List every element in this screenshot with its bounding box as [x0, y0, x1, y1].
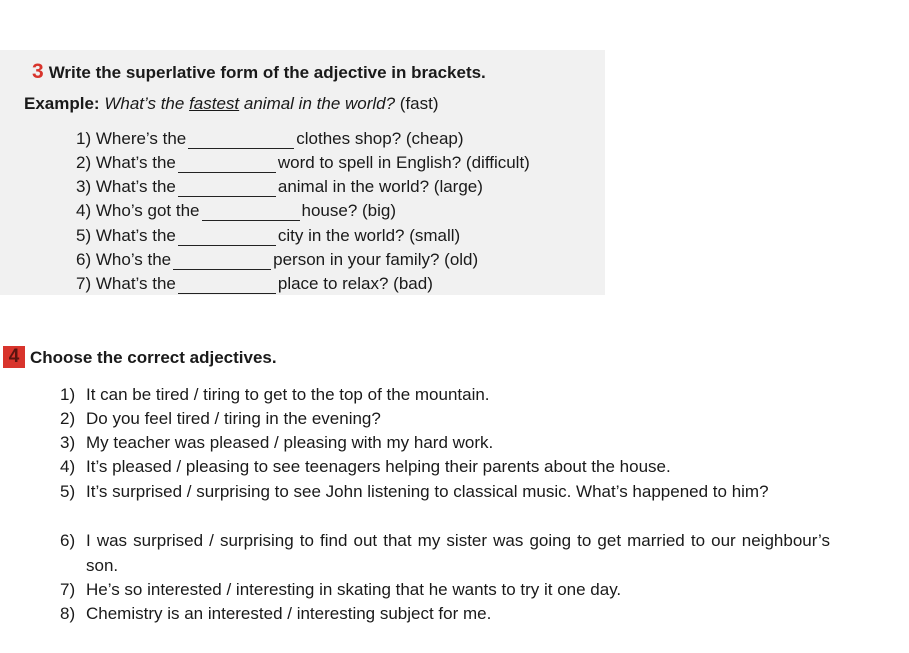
item-text-before: What’s the	[95, 177, 176, 196]
item-text-after: city in the world? (small)	[277, 226, 461, 245]
item-text-after: place to relax? (bad)	[277, 274, 433, 293]
item-number: 2)	[60, 409, 76, 428]
item-text-after: house? (big)	[301, 201, 397, 220]
example-question-end: animal in the world?	[239, 94, 396, 113]
exercise-4-item	[60, 455, 830, 480]
item-text-before: Who’s got the	[95, 201, 200, 220]
answer-blank[interactable]	[202, 205, 300, 221]
answer-blank[interactable]	[178, 157, 276, 173]
exercise-3-item	[76, 127, 464, 149]
item-text-after: person in your family? (old)	[273, 250, 479, 269]
item-number: 6)	[76, 250, 92, 269]
exercise-4-item	[60, 480, 830, 505]
answer-blank[interactable]	[173, 254, 271, 270]
item-text-before: Where’s the	[95, 129, 187, 148]
item-text: It’s surprised / surprising to see John listening to classical music. What’s happened to him?	[86, 482, 769, 501]
exercise-3-heading	[32, 60, 486, 84]
answer-blank[interactable]	[178, 278, 276, 294]
exercise-4-item	[60, 431, 830, 456]
item-number: 7)	[60, 580, 76, 599]
item-number: 1)	[60, 385, 76, 404]
example-label: Example:	[24, 94, 100, 113]
item-text-before: What’s the	[95, 226, 176, 245]
item-number: 4)	[76, 201, 92, 220]
exercise-3-item	[76, 224, 460, 246]
exercise-4-item	[60, 529, 830, 578]
item-number: 7)	[76, 274, 92, 293]
item-text-after: clothes shop? (cheap)	[296, 129, 464, 148]
item-text-after: animal in the world? (large)	[277, 177, 483, 196]
item-number: 6)	[60, 531, 76, 550]
exercise-4-item	[60, 602, 830, 627]
item-number: 8)	[60, 604, 76, 623]
exercise-4-item	[60, 578, 830, 603]
item-text: Chemistry is an interested / interesting subject for me.	[86, 604, 492, 623]
exercise-4-instruction: Choose the correct adjectives.	[30, 348, 277, 367]
item-text-before: Who’s the	[95, 250, 172, 269]
answer-blank[interactable]	[178, 230, 276, 246]
exercise-4-item	[60, 383, 830, 408]
item-number: 5)	[76, 226, 92, 245]
example-question-start: What’s the	[104, 94, 190, 113]
item-number: 2)	[76, 153, 92, 172]
item-text-after: word to spell in English? (difficult)	[277, 153, 530, 172]
item-text: My teacher was pleased / pleasing with my hard work.	[86, 433, 494, 452]
example-line	[24, 94, 439, 114]
item-number: 4)	[60, 457, 76, 476]
answer-blank[interactable]	[178, 181, 276, 197]
item-number: 5)	[60, 482, 76, 501]
item-text: I was surprised / surprising to find out that my sister was going to get married to our neighbour’s son.	[86, 531, 830, 575]
exercise-4-number-badge: 4	[3, 346, 25, 368]
item-text-before: What’s the	[95, 153, 176, 172]
example-hint: (fast)	[395, 94, 439, 113]
item-text: It can be tired / tiring to get to the top of the mountain.	[86, 385, 490, 404]
example-answer: fastest	[189, 94, 240, 113]
answer-blank[interactable]	[188, 133, 294, 149]
exercise-3-item	[76, 248, 478, 270]
item-text-before: What’s the	[95, 274, 176, 293]
exercise-3-item	[76, 151, 530, 173]
item-number: 3)	[60, 433, 76, 452]
exercise-3-item	[76, 272, 433, 294]
item-text: He’s so interested / interesting in skating that he wants to try it one day.	[86, 580, 622, 599]
item-number: 3)	[76, 177, 92, 196]
item-number: 1)	[76, 129, 92, 148]
item-text: Do you feel tired / tiring in the evening?	[86, 409, 381, 428]
exercise-3-item	[76, 175, 483, 197]
item-text: It’s pleased / pleasing to see teenagers helping their parents about the house.	[86, 457, 671, 476]
exercise-3-instruction: Write the superlative form of the adjective in brackets.	[48, 63, 486, 82]
exercise-3-number: 3	[32, 60, 44, 83]
exercise-3-item	[76, 199, 396, 221]
exercise-4-item	[60, 407, 830, 432]
